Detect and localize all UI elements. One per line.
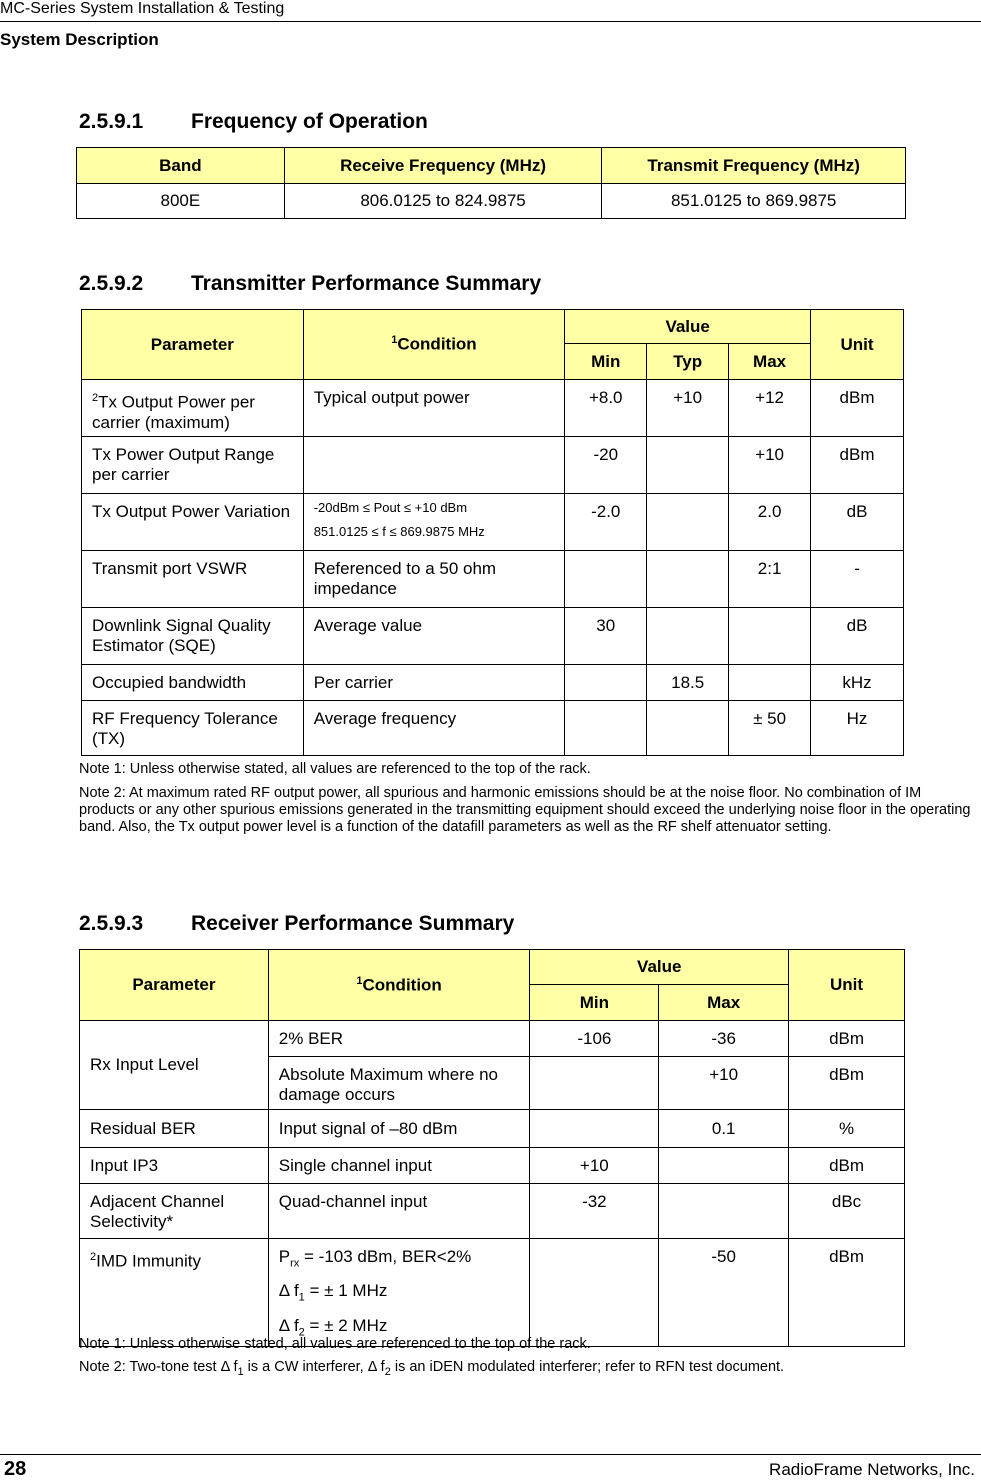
table-row (82, 437, 904, 494)
condition-line: 851.0125 ≤ f ≤ 869.9875 MHz (313, 524, 485, 539)
cell-max (729, 665, 811, 701)
table-row (82, 494, 904, 551)
frequency-table (76, 147, 906, 219)
cell-max: +10 (729, 437, 811, 494)
footer-rule (0, 1454, 981, 1455)
table-row (82, 551, 904, 608)
col-header-condition (268, 950, 530, 1021)
page-number: 28 (4, 1458, 27, 1480)
cell-condition: Quad-channel input (268, 1184, 530, 1239)
table-row (82, 608, 904, 665)
cell-max: 2:1 (729, 551, 811, 608)
condition-text: Δ f (278, 1281, 299, 1301)
cell-unit: dB (811, 608, 904, 665)
subscript: 1 (298, 1291, 305, 1304)
cell-parameter (80, 1239, 269, 1347)
cell-parameter: Transmit port VSWR (82, 551, 304, 608)
cell-typ (647, 494, 729, 551)
header-rule (0, 21, 981, 22)
cell-parameter: Downlink Signal Quality Estimator (SQE) (82, 608, 304, 665)
cell-typ (647, 701, 729, 756)
col-header-band: Band (77, 148, 285, 184)
cell-condition: Average value (303, 608, 565, 665)
cell-condition: Input signal of –80 dBm (268, 1110, 530, 1148)
note-text: is an iDEN modulated interferer; refer to RFN test document. (390, 1359, 785, 1375)
cell-condition (268, 1239, 530, 1347)
cell-min: +8.0 (565, 380, 647, 437)
note-text: Note 2: Two-tone test Δ f (79, 1359, 238, 1375)
cell-unit: dBm (789, 1057, 905, 1110)
cell-max (729, 608, 811, 665)
cell-min (565, 665, 647, 701)
cell-condition: Single channel input (268, 1148, 530, 1184)
cell-condition: Average frequency (303, 701, 565, 756)
col-header-max: Max (729, 344, 811, 380)
subscript: 1 (237, 1365, 244, 1378)
table-row (80, 1021, 905, 1057)
cell-min: -20 (565, 437, 647, 494)
col-header-value: Value (565, 310, 811, 344)
cell-parameter: Input IP3 (80, 1148, 269, 1184)
section-title: Transmitter Performance Summary (191, 272, 542, 295)
footnote-marker: 2 (92, 392, 99, 404)
cell-max: +12 (729, 380, 811, 437)
condition-text: = -103 dBm, BER<2% (299, 1247, 472, 1266)
cell-band: 800E (77, 184, 285, 219)
cell-parameter: Adjacent Channel Selectivity* (80, 1184, 269, 1239)
cell-unit: Hz (811, 701, 904, 756)
cell-min: -2.0 (565, 494, 647, 551)
cell-parameter: Residual BER (80, 1110, 269, 1148)
cell-parameter: Rx Input Level (80, 1021, 269, 1110)
cell-max: ± 50 (729, 701, 811, 756)
cell-unit: dBc (789, 1184, 905, 1239)
cell-parameter (82, 380, 304, 437)
receiver-table (79, 949, 905, 1347)
table-row (80, 1110, 905, 1148)
cell-unit: % (789, 1110, 905, 1148)
condition-text: P (278, 1247, 291, 1266)
company-name: RadioFrame Networks, Inc. (769, 1460, 975, 1479)
cell-min (530, 1110, 659, 1148)
note-2 (79, 1359, 974, 1381)
col-header-parameter: Parameter (80, 950, 269, 1021)
cell-unit: - (811, 551, 904, 608)
cell-unit: dB (811, 494, 904, 551)
subscript: rx (290, 1257, 300, 1270)
footnote-marker: 1 (391, 334, 398, 347)
table-row (80, 1148, 905, 1184)
cell-condition: Per carrier (303, 665, 565, 701)
section-title: Frequency of Operation (191, 110, 428, 133)
table-row (82, 701, 904, 756)
cell-unit: dBm (789, 1239, 905, 1347)
cell-max (659, 1184, 789, 1239)
parameter-text: Tx Output Power per carrier (maximum) (92, 392, 255, 432)
col-header-unit: Unit (789, 950, 905, 1021)
cell-unit: dBm (789, 1148, 905, 1184)
condition-line (279, 1277, 520, 1311)
cell-parameter: Tx Output Power Variation (82, 494, 304, 551)
cell-parameter: Tx Power Output Range per carrier (82, 437, 304, 494)
condition-line (279, 1243, 520, 1277)
cell-unit: dBm (789, 1021, 905, 1057)
table-row (77, 184, 906, 219)
document-header-subtitle: System Description (0, 30, 159, 49)
cell-condition (303, 437, 565, 494)
footnote-marker: 2 (90, 1251, 97, 1263)
cell-min: -32 (530, 1184, 659, 1239)
table-header-row (77, 148, 906, 184)
col-header-value: Value (530, 950, 789, 985)
cell-min: +10 (530, 1148, 659, 1184)
cell-typ (647, 551, 729, 608)
cell-condition: Absolute Maximum where no damage occurs (268, 1057, 530, 1110)
col-header-parameter: Parameter (82, 310, 304, 380)
col-header-condition (303, 310, 565, 380)
cell-unit: dBm (811, 380, 904, 437)
col-header-transmit: Transmit Frequency (MHz) (602, 148, 906, 184)
section-heading-frequency (79, 110, 428, 134)
col-header-min: Min (565, 344, 647, 380)
document-header-title: MC-Series System Installation & Testing (0, 0, 285, 17)
col-header-min: Min (530, 985, 659, 1021)
table-header-row (82, 310, 904, 344)
cell-unit: kHz (811, 665, 904, 701)
condition-text: = ± 2 MHz (304, 1315, 388, 1335)
cell-min (530, 1239, 659, 1347)
cell-max: +10 (659, 1057, 789, 1110)
parameter-text: IMD Immunity (96, 1251, 201, 1271)
note-1: Note 1: Unless otherwise stated, all values are referenced to the top of the rack. (79, 761, 591, 777)
table-row (82, 380, 904, 437)
subscript: 2 (384, 1365, 391, 1378)
table-row (80, 1239, 905, 1347)
cell-typ (647, 437, 729, 494)
col-header-receive: Receive Frequency (MHz) (284, 148, 602, 184)
cell-typ: 18.5 (647, 665, 729, 701)
cell-receive: 806.0125 to 824.9875 (284, 184, 602, 219)
cell-parameter: Occupied bandwidth (82, 665, 304, 701)
table-row (82, 665, 904, 701)
transmitter-table (81, 309, 904, 756)
cell-min: -106 (530, 1021, 659, 1057)
cell-max: 2.0 (729, 494, 811, 551)
cell-parameter: RF Frequency Tolerance (TX) (82, 701, 304, 756)
cell-condition: Typical output power (303, 380, 565, 437)
note-text: is a CW interferer, Δ f (243, 1359, 385, 1375)
condition-label: Condition (362, 975, 442, 995)
cell-typ (647, 608, 729, 665)
col-header-max: Max (659, 985, 789, 1021)
section-number: 2.5.9.1 (79, 110, 144, 133)
section-number: 2.5.9.2 (79, 272, 144, 295)
cell-min: 30 (565, 608, 647, 665)
section-heading-transmitter (79, 272, 541, 296)
cell-condition: Referenced to a 50 ohm impedance (303, 551, 565, 608)
subscript: 2 (298, 1326, 305, 1339)
condition-label: Condition (397, 334, 477, 354)
cell-typ: +10 (647, 380, 729, 437)
cell-condition: 2% BER (268, 1021, 530, 1057)
condition-line: -20dBm ≤ Pout ≤ +10 dBm (313, 500, 468, 515)
cell-max (659, 1148, 789, 1184)
col-header-unit: Unit (811, 310, 904, 380)
cell-min (530, 1057, 659, 1110)
table-row (80, 1184, 905, 1239)
condition-text: = ± 1 MHz (304, 1281, 388, 1301)
cell-max: -36 (659, 1021, 789, 1057)
table-header-row (80, 950, 905, 985)
note-1: Note 1: Unless otherwise stated, all values are referenced to the top of the rack. (79, 1336, 591, 1352)
section-number: 2.5.9.3 (79, 912, 144, 935)
cell-min (565, 551, 647, 608)
col-header-typ: Typ (647, 344, 729, 380)
section-heading-receiver (79, 912, 514, 936)
cell-condition (303, 494, 565, 551)
footnote-marker: 1 (356, 974, 363, 987)
cell-min (565, 701, 647, 756)
note-2: Note 2: At maximum rated RF output power, all spurious and harmonic emissions should be at the noise floor. No combination of IM products or any other spurious emissions generated in the transmitting equipment should exceed the underlying noise floor in the operating band. Also, the Tx output power level is a function of the datafill parameters as well as the RF shelf attenuator setting. (79, 785, 971, 835)
section-title: Receiver Performance Summary (191, 912, 515, 935)
cell-max: -50 (659, 1239, 789, 1347)
cell-transmit: 851.0125 to 869.9875 (602, 184, 906, 219)
condition-text: Δ f (278, 1315, 299, 1335)
cell-max: 0.1 (659, 1110, 789, 1148)
cell-unit: dBm (811, 437, 904, 494)
